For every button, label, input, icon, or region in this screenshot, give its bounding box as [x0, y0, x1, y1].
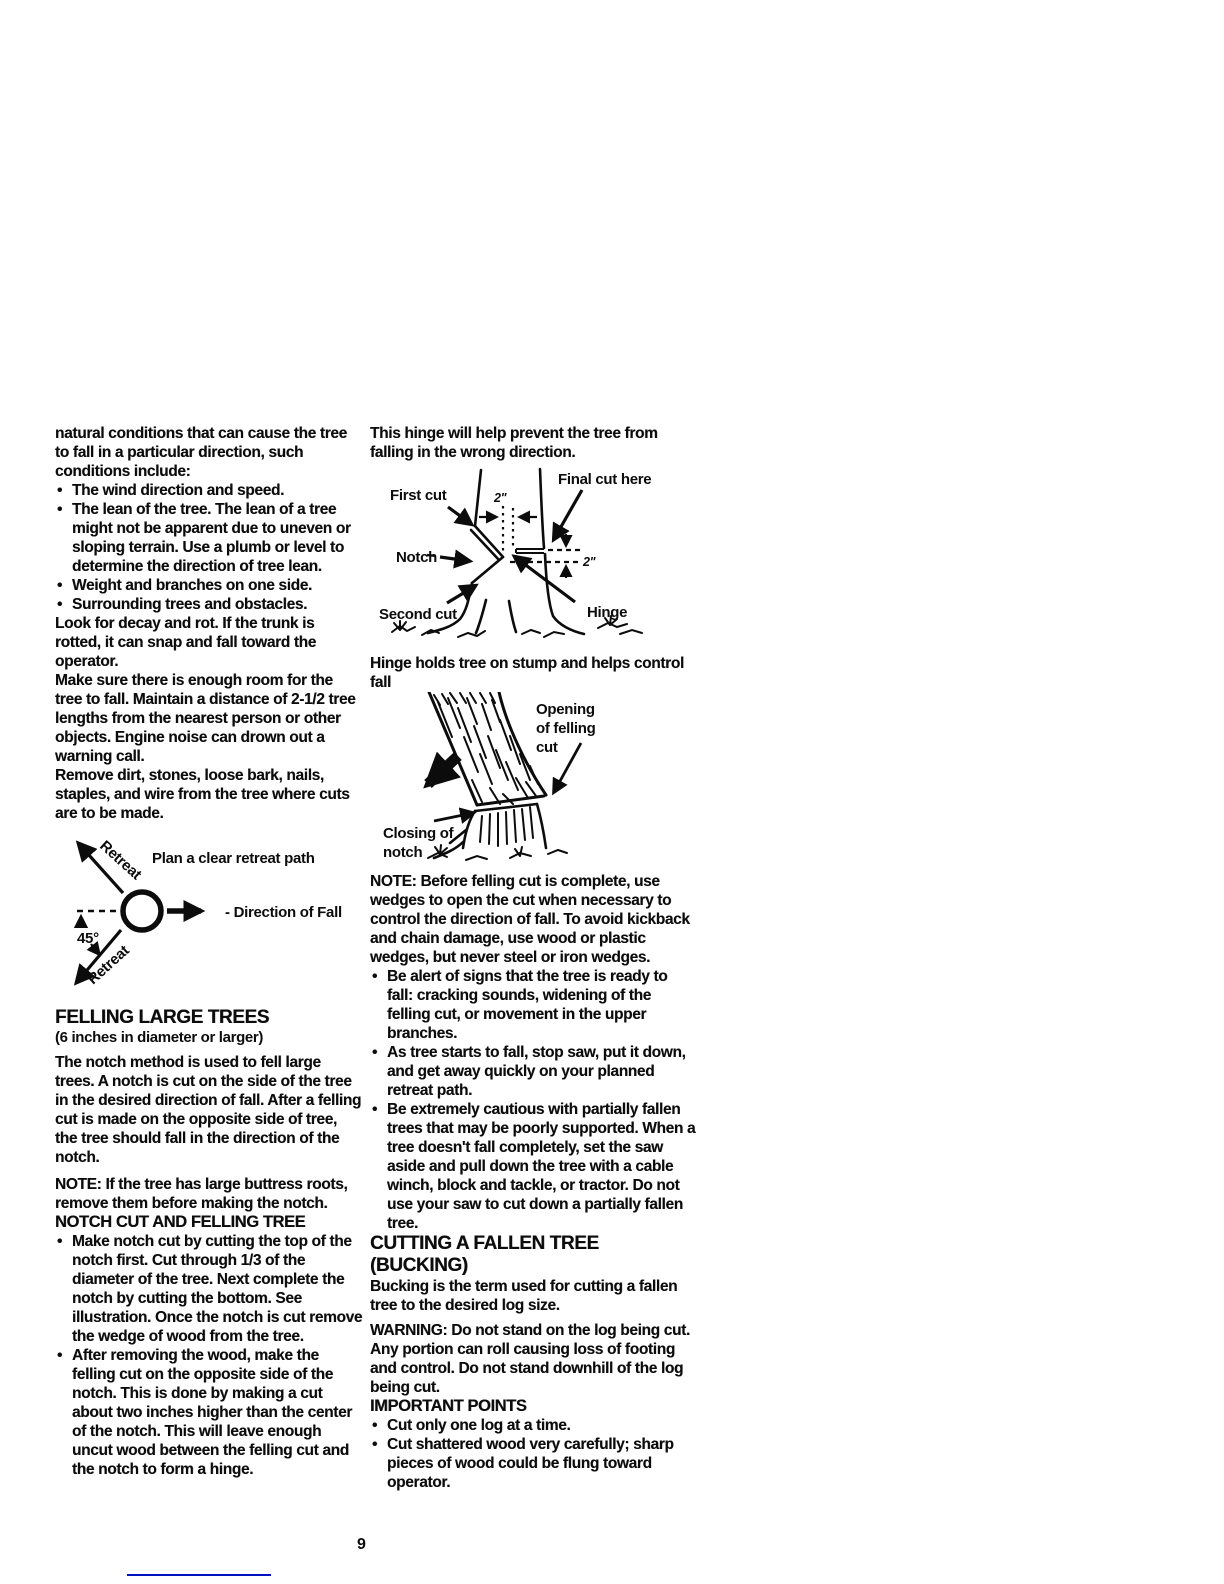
falling-trunk-outline [429, 692, 546, 805]
final-cut-label: Final cut here [558, 471, 652, 488]
note-text: If the tree has large buttress roots, remove them before making the notch. [55, 1176, 348, 1212]
room-paragraph: Make sure there is enough room for the tree to fall. Maintain a distance of 2-1/2 tree lengths from the nearest person or other objects. Engine noise can drown out a warning call. [55, 672, 356, 765]
list-item: • As tree starts to fall, stop saw, put it down, and get away quickly on your planned retreat path. [370, 1043, 696, 1100]
warning-paragraph [370, 1321, 696, 1397]
right-column [370, 424, 696, 1492]
list-item: • Be alert of signs that the tree is ready to fall: cracking sounds, widening of the felling cut, or movement in the upper branches. [370, 967, 696, 1043]
list-item: • After removing the wood, make the felling cut on the opposite side of the notch. This is done by making a cut about two inches higher than the center of the notch. This will leave enough uncut wood between the felling cut and the notch to form a hinge. [55, 1346, 363, 1479]
list-item: • Cut only one log at a time. [370, 1416, 696, 1435]
list-item: • The lean of the tree. The lean of a tree might not be apparent due to uneven or sloping terrain. Use a plumb or level to determine the direction of tree lean. [55, 500, 363, 576]
hinge-label: Hinge [587, 604, 628, 621]
opening-label-line1: Opening [536, 701, 595, 718]
second-cut-label: Second cut [379, 606, 457, 623]
list-item: • Surrounding trees and obstacles. [55, 595, 363, 614]
bucking-heading-line2: (BUCKING) [370, 1255, 468, 1276]
width-top-label: 2" [494, 491, 507, 505]
notch-label: Notch [396, 549, 437, 566]
angle-label: 45° [77, 930, 99, 947]
notch-cut-heading: NOTCH CUT AND FELLING TREE [55, 1213, 306, 1231]
remove-debris-paragraph: Remove dirt, stones, loose bark, nails, staples, and wire from the tree where cuts are to be made. [55, 767, 350, 822]
falling-tree-diagram [370, 692, 694, 862]
closing-label-line1: Closing of [383, 825, 454, 842]
warning-label: WARNING: [370, 1322, 448, 1339]
warning-text: Do not stand on the log being cut. Any portion can roll causing loss of footing and control. Do not stand downhill of the log being cut. [370, 1322, 690, 1396]
page-number: 9 [357, 1536, 366, 1553]
important-points-heading: IMPORTANT POINTS [370, 1397, 527, 1415]
note-label: NOTE: [55, 1176, 102, 1193]
notch-cut-diagram [370, 462, 694, 654]
felling-heading: FELLING LARGE TREES [55, 1007, 270, 1028]
condition-bullet-list [55, 481, 363, 614]
list-item: • Be extremely cautious with partially fallen trees that may be poorly supported. When a tree doesn't fall completely, set the saw aside and pull down the tree with a cable winch, block and tackle, or tractor. Do not use your saw to cut down a partially fallen tree. [370, 1100, 696, 1233]
fall-direction-arrow [428, 756, 458, 784]
retreat-path-diagram [55, 831, 363, 1007]
retreat-label-upper: Retreat [96, 837, 145, 884]
important-bullet-list [370, 1416, 696, 1492]
direction-of-fall-label: - Direction of Fall [225, 904, 342, 921]
felling-subheading: (6 inches in diameter or larger) [55, 1029, 264, 1046]
closing-label-line2: notch [383, 844, 423, 861]
opening-label-line3: cut [536, 739, 558, 756]
hinge-intro-paragraph: This hinge will help prevent the tree from falling in the wrong direction. [370, 425, 658, 461]
felling-bullet-list [370, 967, 696, 1233]
stump-texture [480, 807, 533, 846]
label-arrows [427, 490, 582, 603]
bucking-paragraph: Bucking is the term used for cutting a fallen tree to the desired log size. [370, 1278, 678, 1314]
wedges-note [370, 872, 696, 967]
scan-blue-line [127, 1574, 271, 1576]
tree-stump-circle [123, 892, 161, 930]
list-item: • Cut shattered wood very carefully; sharp pieces of wood could be flung toward operator. [370, 1435, 696, 1492]
opening-label-line2: of felling [536, 720, 596, 737]
intro-paragraph: natural conditions that can cause the tree to fall in a particular direction, such conditions include: [55, 425, 347, 480]
list-item: • Weight and branches on one side. [55, 576, 363, 595]
left-column [55, 424, 363, 1479]
felling-cut-lines [516, 549, 544, 553]
bucking-heading [370, 1233, 696, 1277]
notch-method-paragraph: The notch method is used to fell large trees. A notch is cut on the side of the tree in the desired direction of fall. After a felling cut is made on the opposite side of tree, the tree should fall in the direction of the notch. [55, 1054, 362, 1166]
retreat-caption: Plan a clear retreat path [152, 850, 315, 867]
retreat-label-lower: Retreat [84, 942, 133, 988]
first-cut-label: First cut [390, 487, 447, 504]
bucking-heading-line1: CUTTING A FALLEN TREE [370, 1233, 599, 1254]
list-item: • Make notch cut by cutting the top of the notch first. Cut through 1/3 of the diameter of the tree. Next complete the notch by cutting the bottom. See illustration. Once the notch is cut remove the wedge of wood from the tree. [55, 1232, 363, 1346]
buttress-note [55, 1175, 363, 1213]
list-item: • The wind direction and speed. [55, 481, 363, 500]
decay-paragraph: Look for decay and rot. If the trunk is rotted, it can snap and fall toward the operator. [55, 615, 317, 670]
notch-bullet-list [55, 1232, 363, 1479]
fall-diagram-caption: Hinge holds tree on stump and helps control fall [370, 655, 684, 691]
width-right-label: 2" [583, 555, 596, 569]
note-label: NOTE: [370, 873, 417, 890]
note-text: Before felling cut is complete, use wedges to open the cut when necessary to control the direction of fall. To avoid kickback and chain damage, use wood or plastic wedges, but never steel or iron wedges. [370, 873, 690, 966]
trunk-grain-texture [434, 693, 538, 804]
